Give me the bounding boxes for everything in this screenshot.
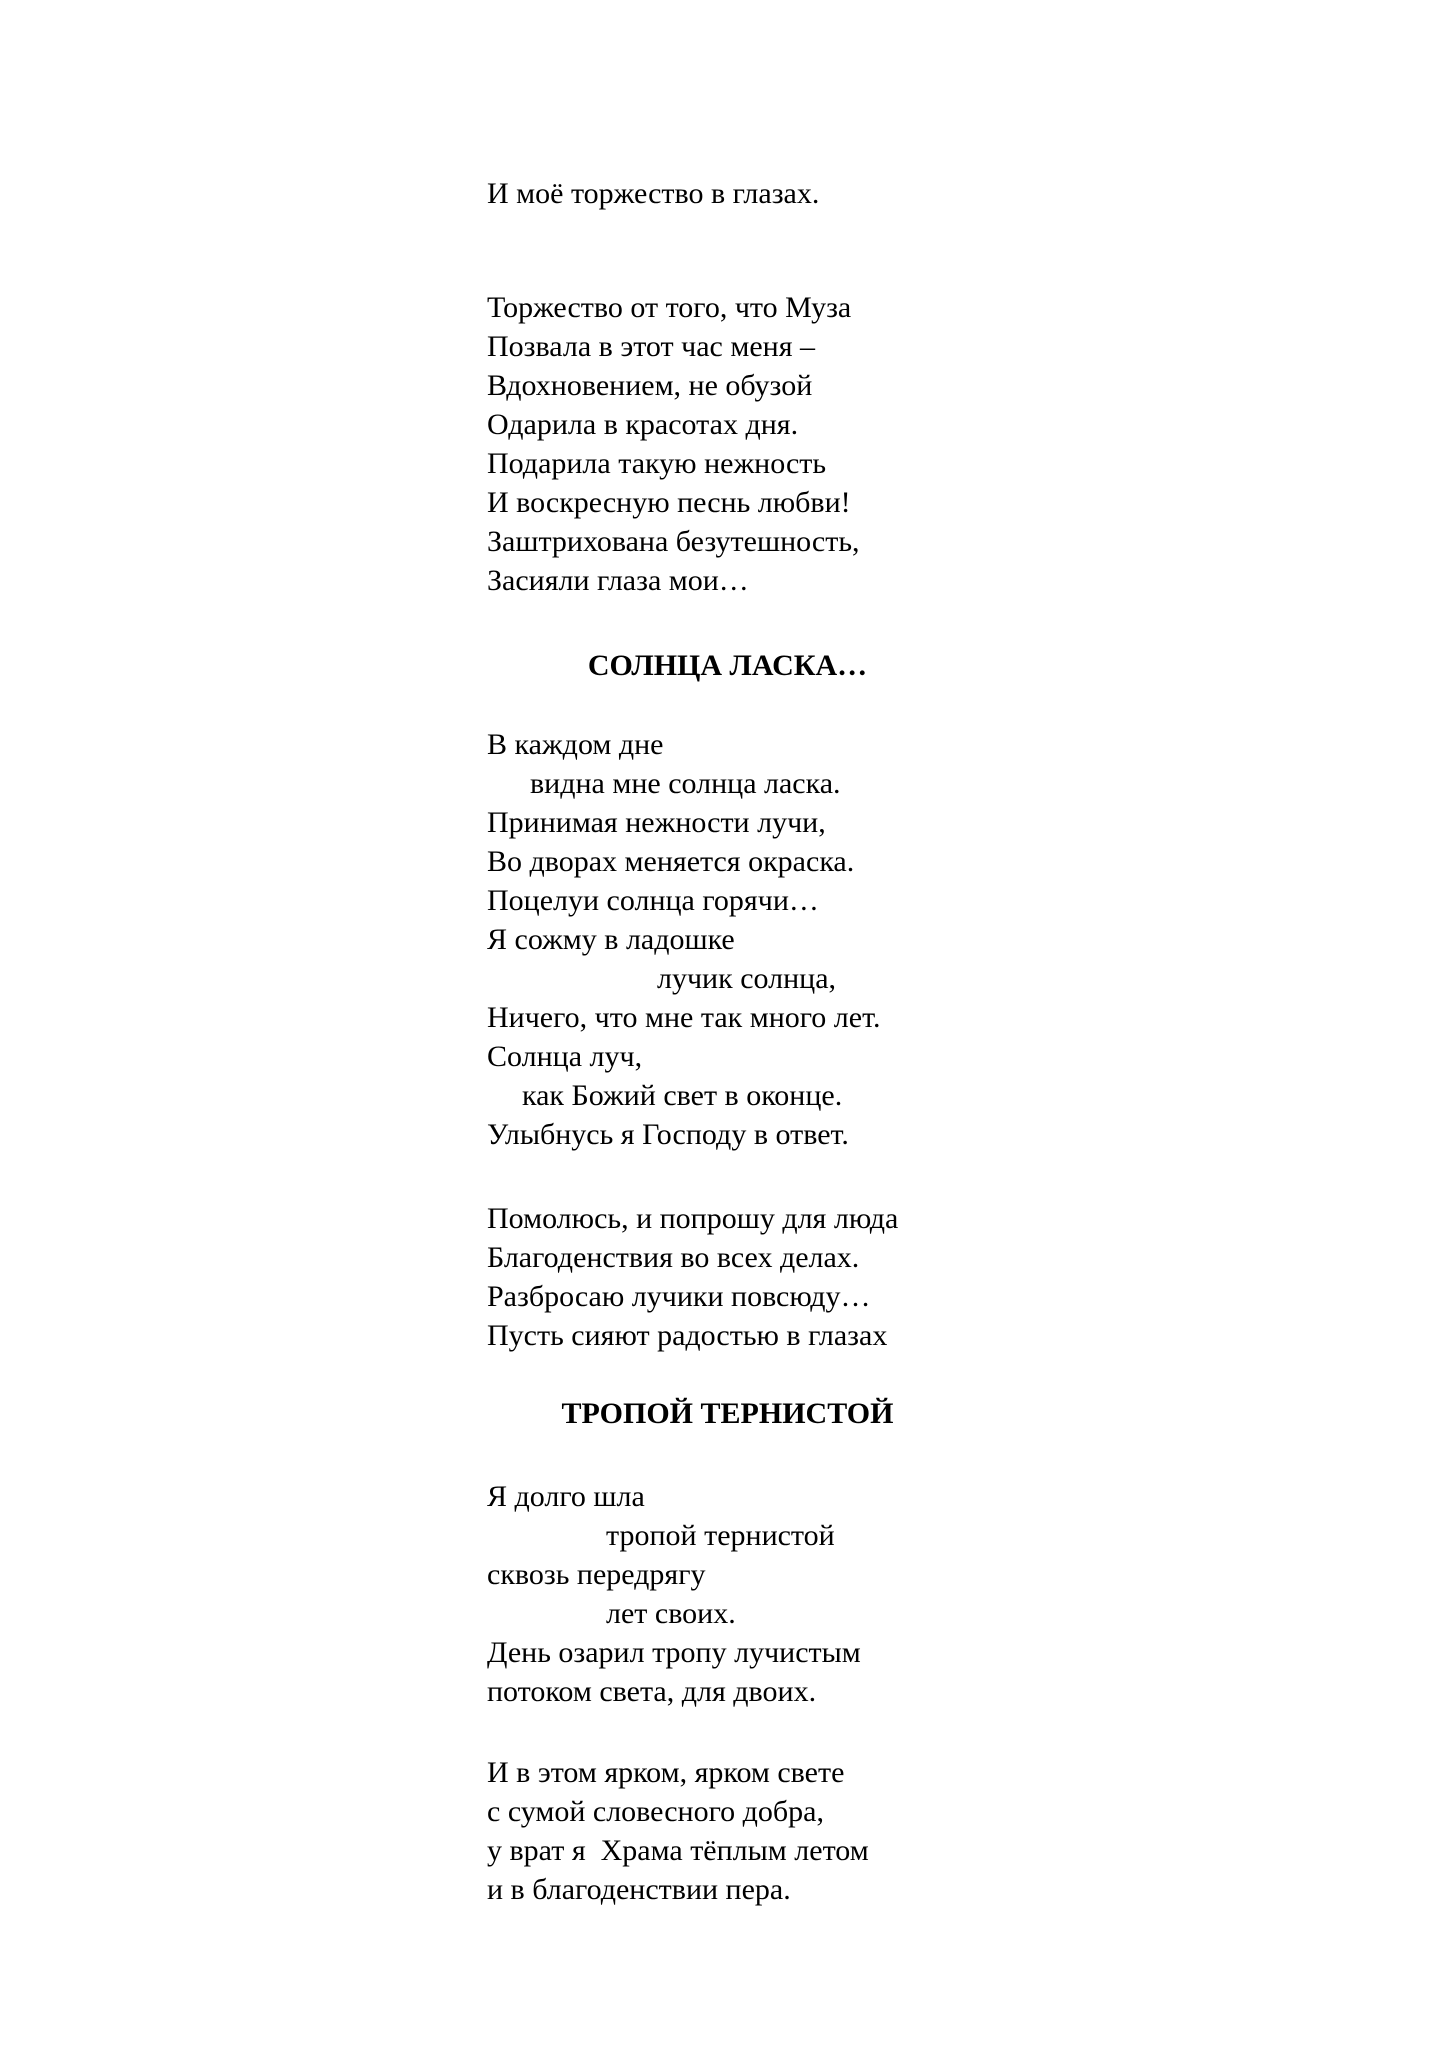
poem-line: Торжество от того, что Муза [487,291,852,324]
poem-title: СОЛНЦА ЛАСКА… [587,649,868,682]
poem-line: и в благоденствии пера. [487,1873,791,1906]
poem-line: И в этом ярком, ярком свете [487,1756,845,1789]
poem-line: лет своих. [606,1597,736,1630]
poem-line: видна мне солнца ласка. [530,767,841,800]
poem-line: Я долго шла [487,1480,645,1513]
poem-title: ТРОПОЙ ТЕРНИСТОЙ [561,1397,894,1430]
poem-line: Поцелуи солнца горячи… [487,884,819,917]
poem-line: с сумой словесного добра, [487,1795,824,1828]
poem-line: Позвала в этот час меня – [487,330,815,363]
poem-line: Вдохновением, не обузой [487,369,813,402]
poem-line: Заштрихована безутешность, [487,525,860,558]
poem-line: сквозь передрягу [487,1558,706,1591]
poem-line: Одарила в красотах дня. [487,408,799,441]
poem-line: Подарила такую нежность [487,447,827,480]
poem-line: Во дворах меняется окраска. [487,845,855,878]
poem-line: И воскресную песнь любви! [487,486,851,519]
poem-line: потоком света, для двоих. [487,1675,817,1708]
poem-line: тропой тернистой [606,1519,835,1552]
poem-line: В каждом дне [487,728,664,761]
poem-line: Благоденствия во всех делах. [487,1241,860,1274]
poem-line: Засияли глаза мои… [487,564,749,597]
poem-line: Солнца луч, [487,1040,643,1073]
poem-line: Ничего, что мне так много лет. [487,1001,881,1034]
poem-line: И моё торжество в глазах. [487,177,820,210]
poem-line: у врат я Храма тёплым летом [487,1834,869,1867]
poem-line: День озарил тропу лучистым [487,1636,861,1669]
poem-line: лучик солнца, [657,962,837,995]
poem-line: Улыбнусь я Господу в ответ. [487,1118,849,1151]
poem-line: как Божий свет в оконце. [522,1079,843,1112]
poem-line: Пусть сияют радостью в глазах [487,1319,888,1352]
poem-line: Помолюсь, и попрошу для люда [487,1202,899,1235]
poem-line: Разбросаю лучики повсюду… [487,1280,871,1313]
poem-line: Я сожму в ладошке [487,923,735,956]
poem-line: Принимая нежности лучи, [487,806,826,839]
